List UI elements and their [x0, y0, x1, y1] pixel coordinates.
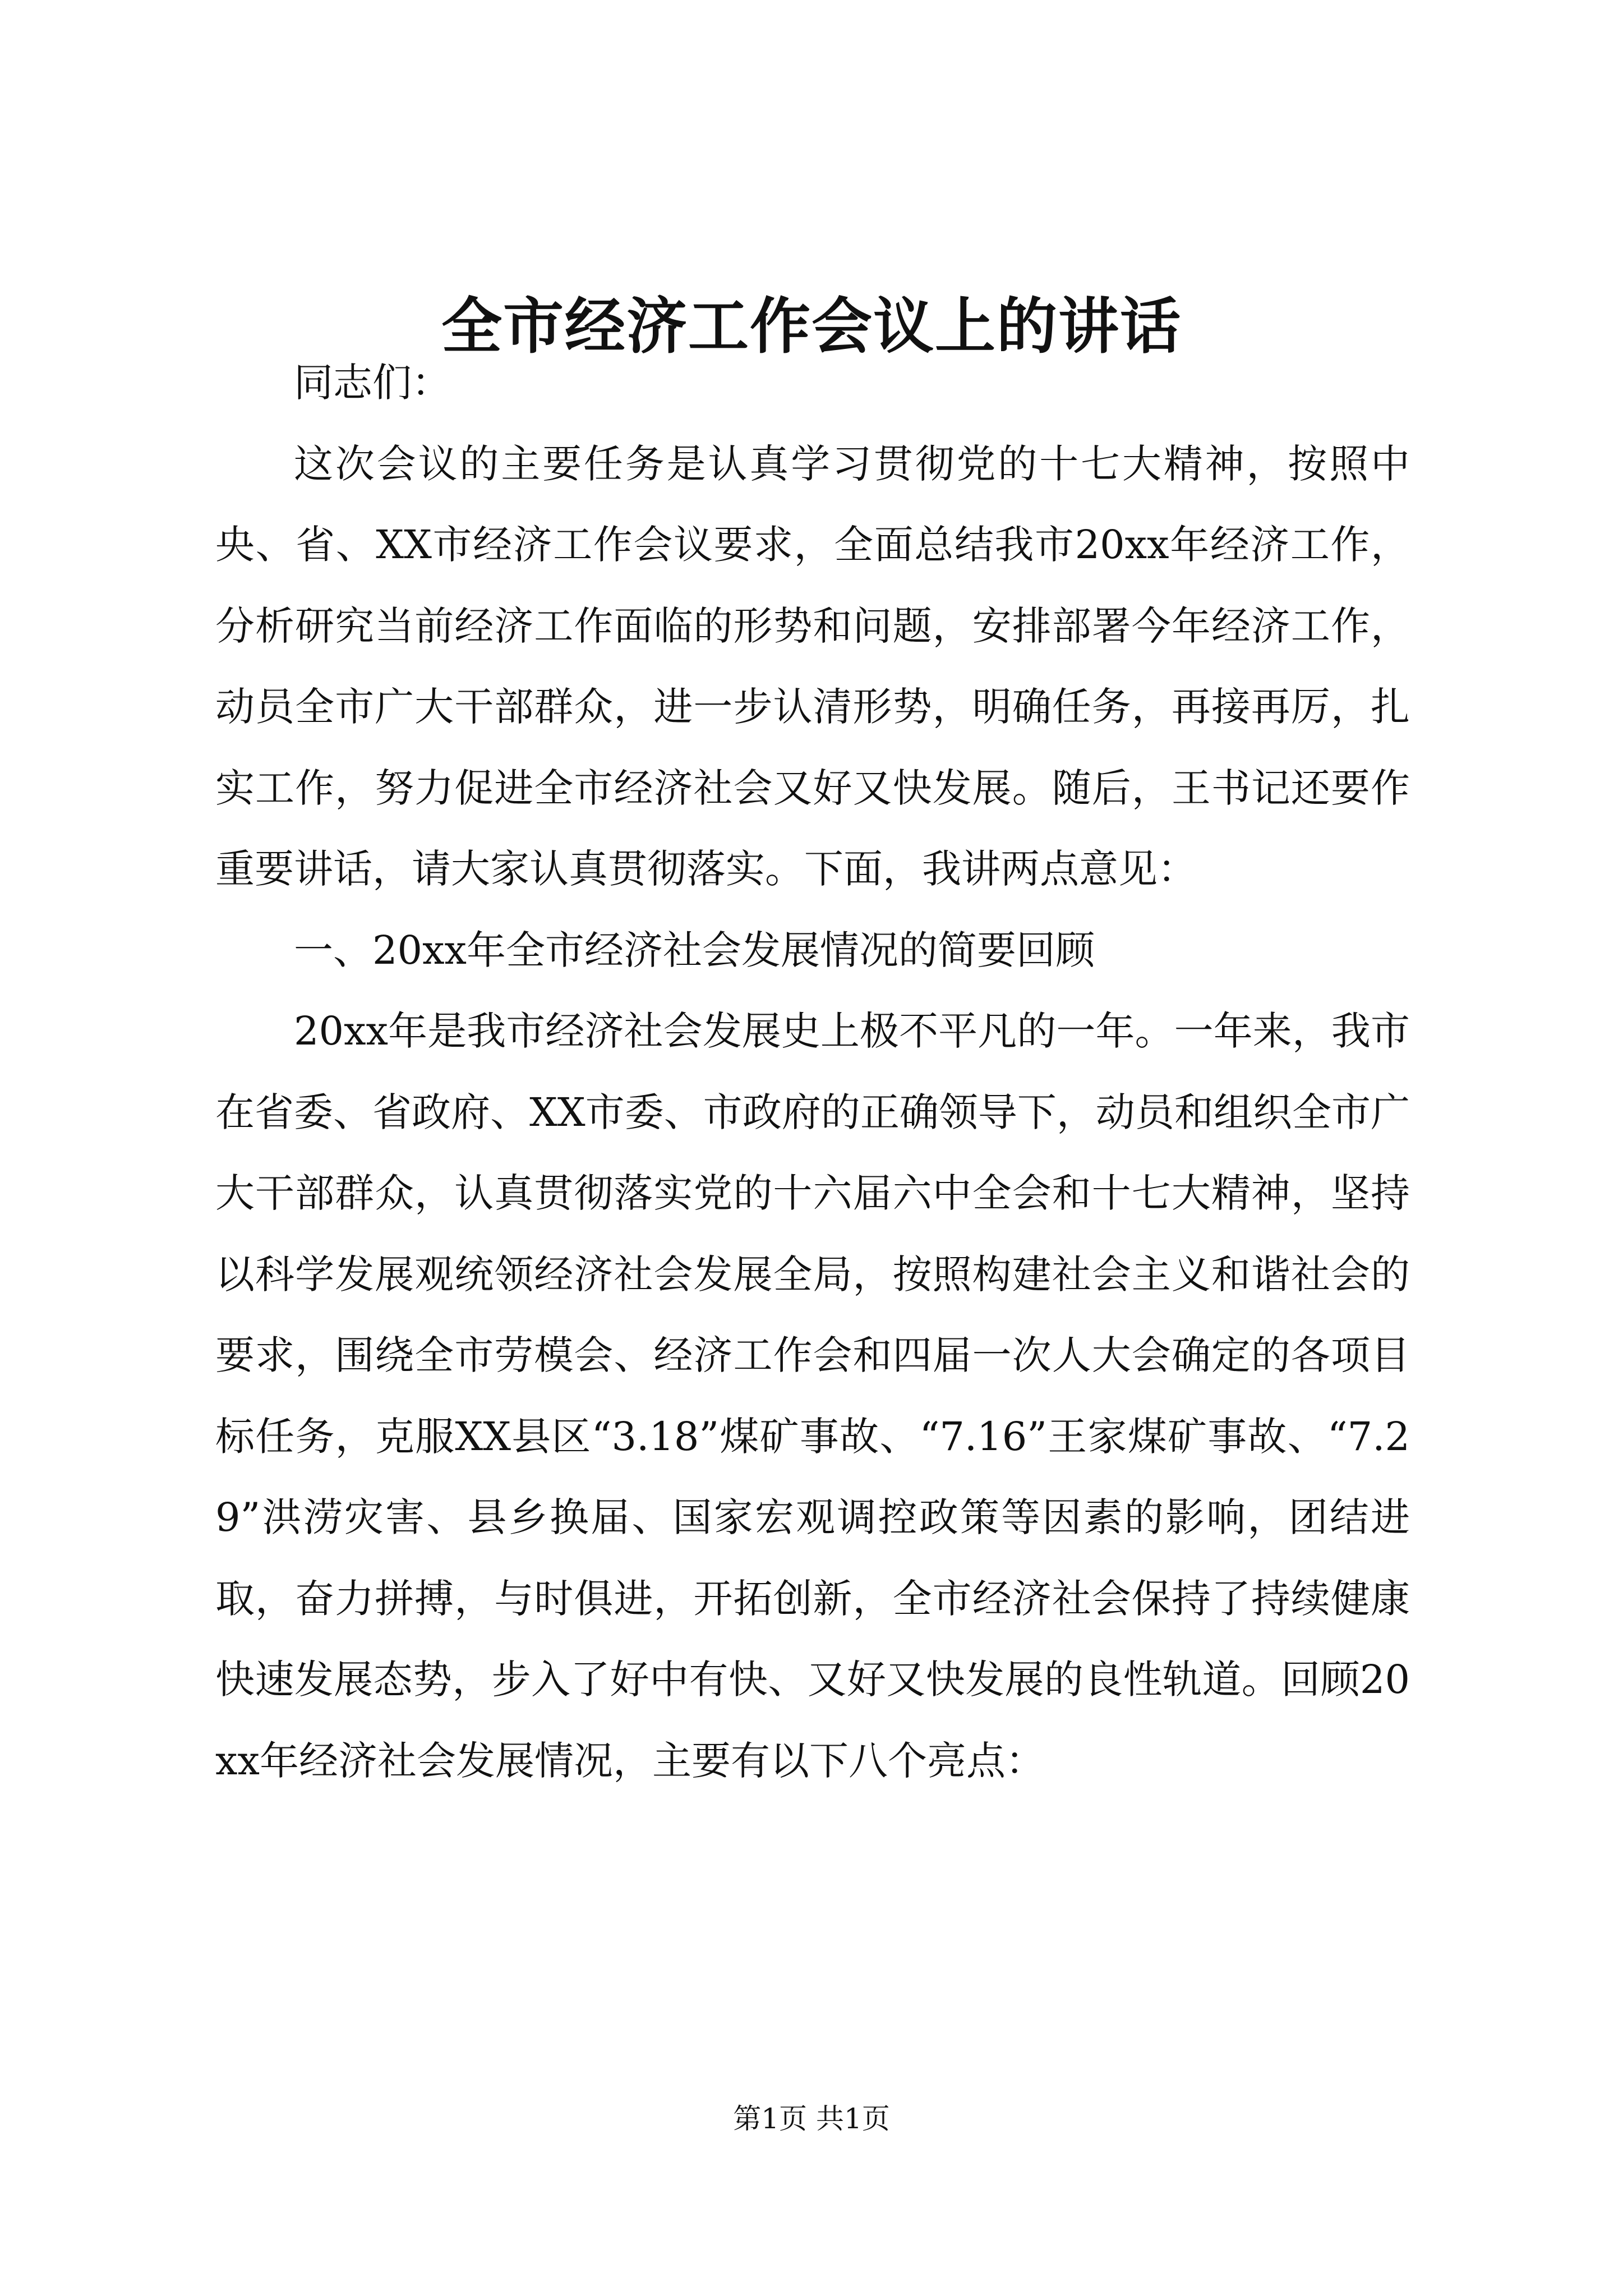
intro-paragraph: 这次会议的主要任务是认真学习贯彻党的十七大精神，按照中央、省、XX市经济工作会议要求，全面总结我市20xx年经济工作，分析研究当前经济工作面临的形势和问题，安排部署今年经济工作，动员全市广大干部群众，进一步认清形势，明确任务，再接再厉，扎实工作，努力促进全市经济社会又好又快发展。随后，王书记还要作重要讲话，请大家认真贯彻落实。下面，我讲两点意见：: [215, 440, 1410, 892]
salutation-paragraph: 同志们：: [294, 360, 451, 406]
document-title: 全市经济工作会议上的讲话: [441, 291, 1182, 362]
page-footer: 第1页 共1页: [733, 2102, 890, 2135]
section-heading: 一、20xx年全市经济社会发展情况的简要回顾: [294, 927, 1095, 973]
review-paragraph: 20xx年是我市经济社会发展史上极不平凡的一年。一年来，我市在省委、省政府、XX市委、市政府的正确领导下，动员和组织全市广大干部群众，认真贯彻落实党的十六届六中全会和十七大精神，坚持以科学发展观统领经济社会发展全局，按照构建社会主义和谐社会的要求，围绕全市劳模会、经济工作会和四届一次人大会确定的各项目标任务，克服XX县区“3.18”煤矿事故、“7.16”王家煤矿事故、“7.29”洪涝灾害、县乡换届、国家宏观调控政策等因素的影响，团结进取，奋力拼搏，与时俱进，开拓创新，全市经济社会保持了持续健康快速发展态势，步入了好中有快、又好又快发展的良性轨道。回顾20xx年经济社会发展情况，主要有以下八个亮点：: [215, 1008, 1410, 1784]
document-body: [215, 342, 1410, 1801]
